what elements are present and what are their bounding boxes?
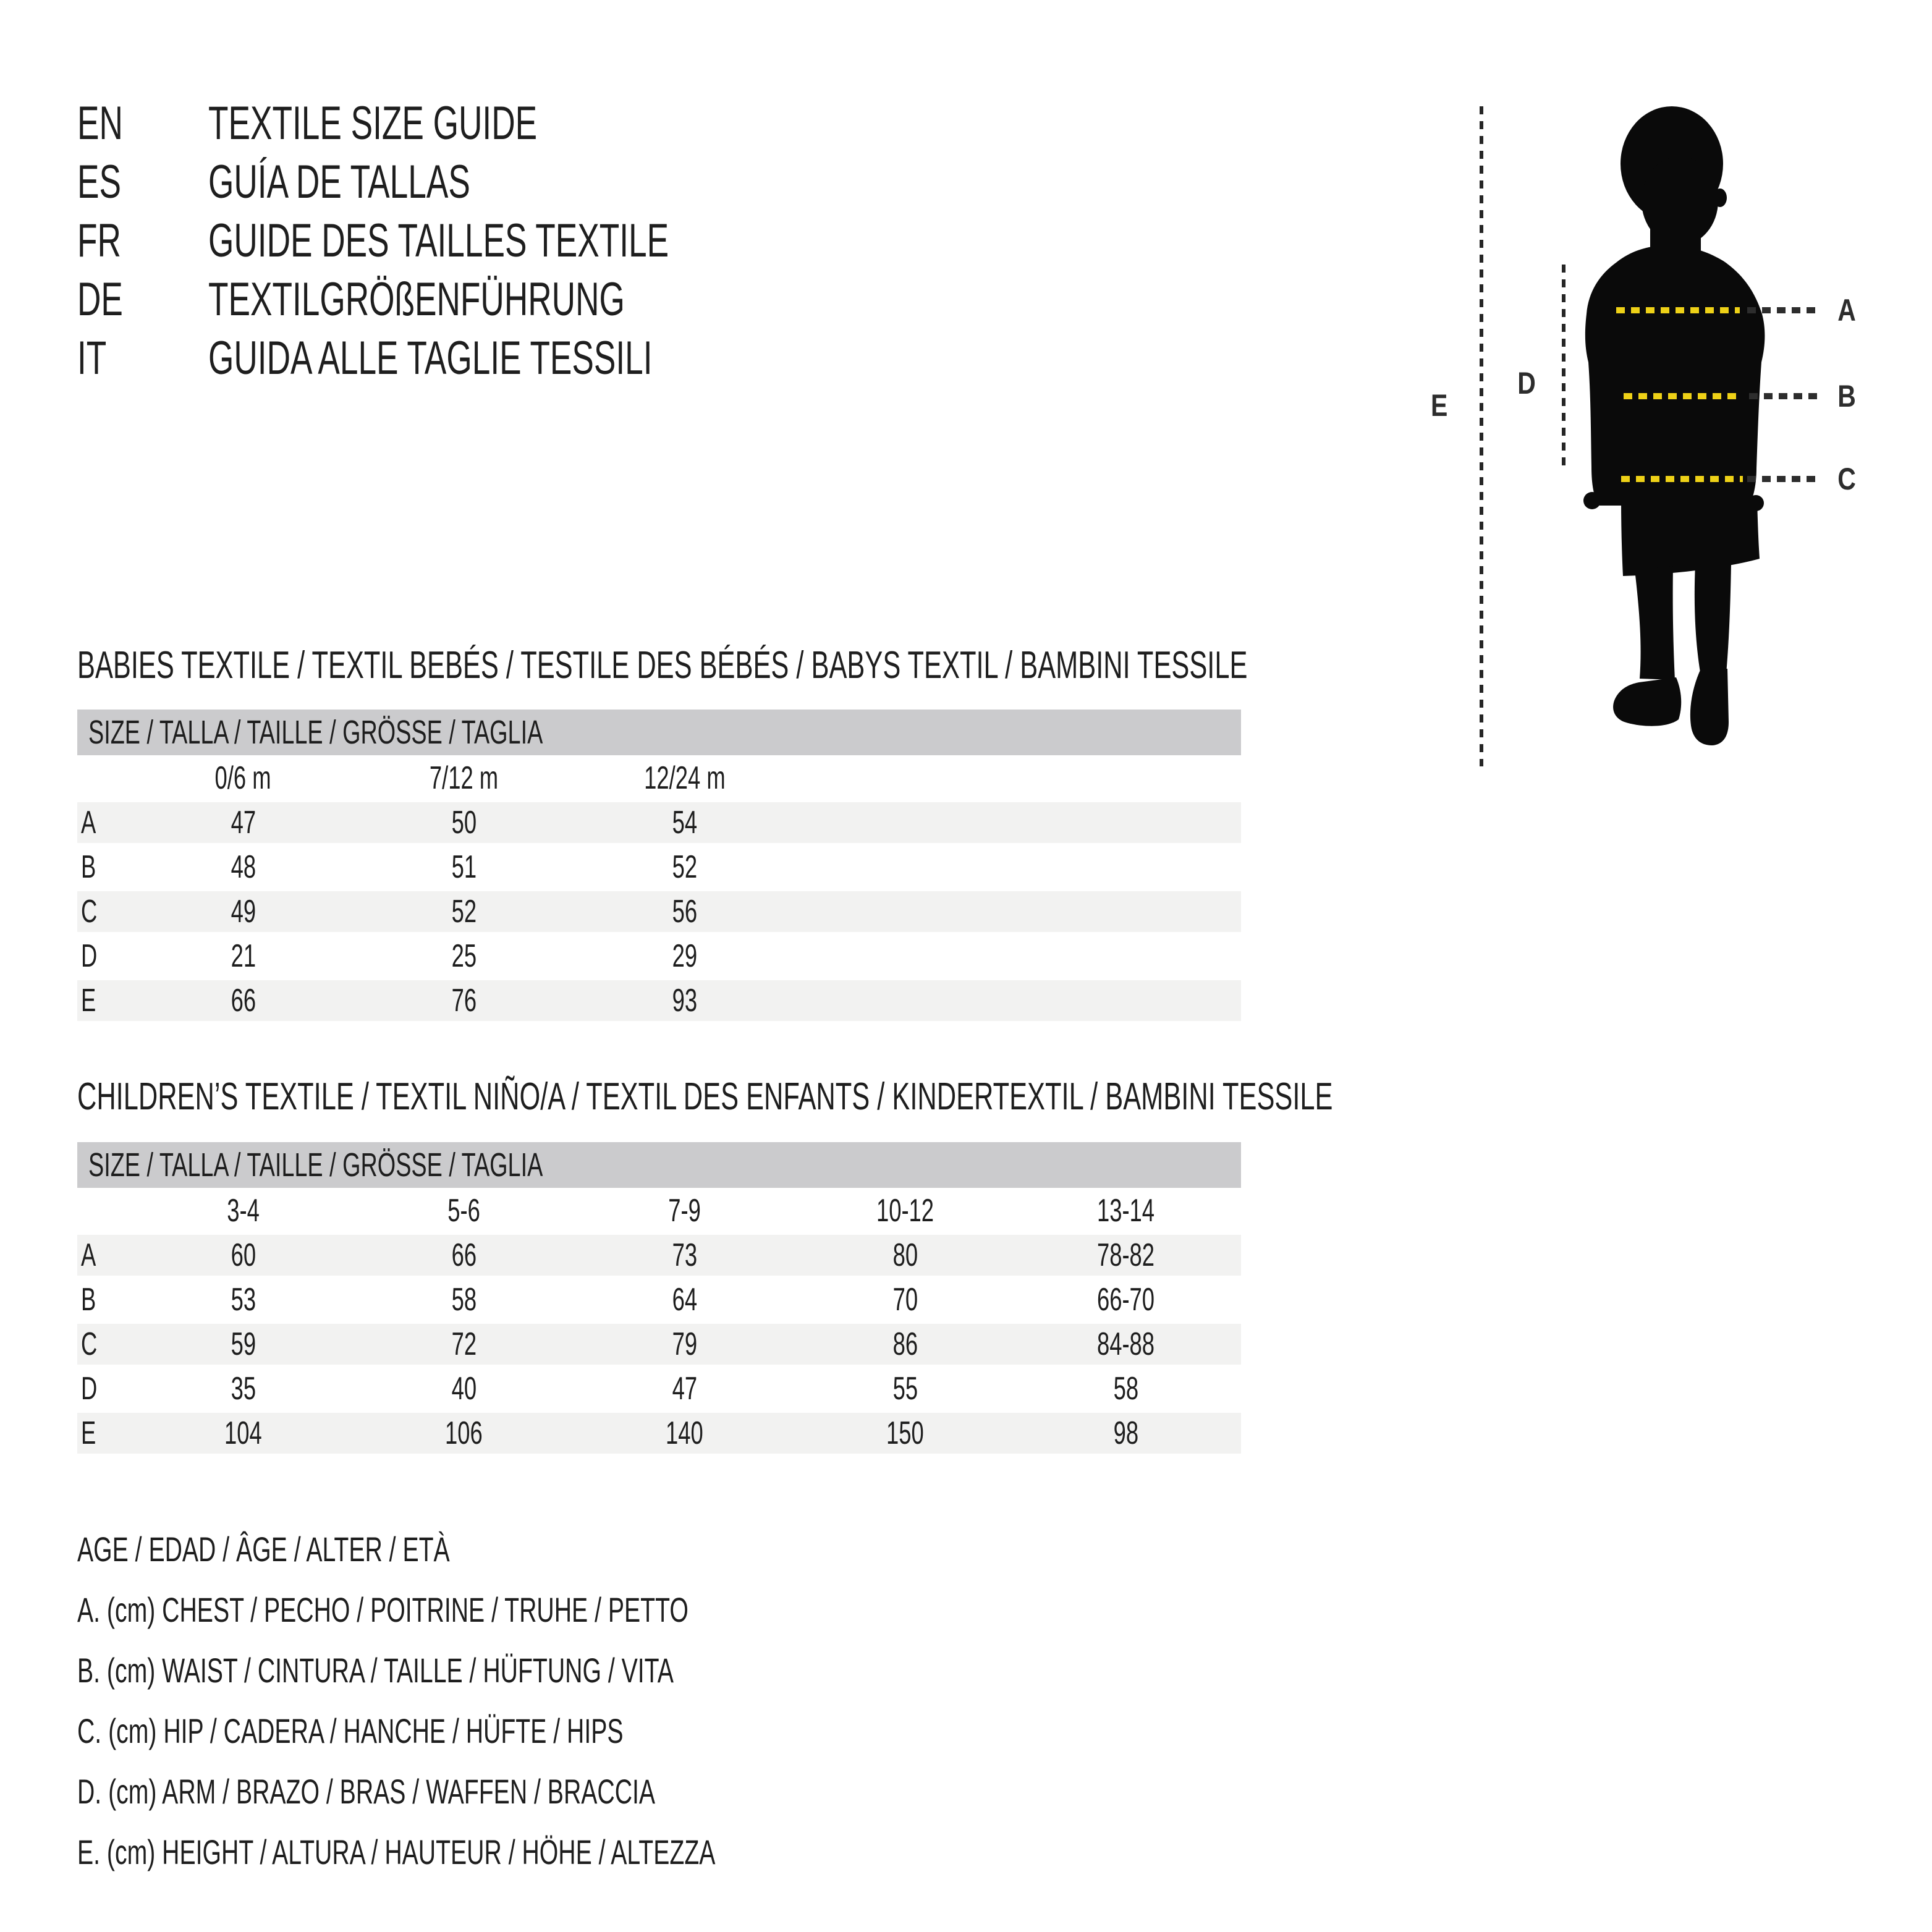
cell-value: 98 [1113, 1415, 1138, 1451]
cell-value: 55 [892, 1371, 918, 1407]
cell-value: 25 [451, 938, 477, 974]
cell-value: 21 [231, 938, 256, 974]
cell-value: 66 [231, 983, 256, 1019]
children-row-B [77, 1279, 1241, 1320]
cell-value: 54 [672, 805, 697, 841]
cell-value: 93 [672, 983, 697, 1019]
legend-age: AGE / EDAD / ÂGE / ALTER / ETÀ [77, 1530, 450, 1569]
cell-value: 73 [672, 1237, 697, 1273]
cell-value: 84-88 [1096, 1326, 1155, 1362]
legend-arm: D. (cm) ARM / BRAZO / BRAS / WAFFEN / BRACCIA [77, 1772, 656, 1811]
header-row-en [77, 94, 866, 153]
figure-label-E: E [1431, 388, 1448, 423]
chest-measure-dash-yellow [1616, 307, 1740, 313]
babies-table-header-bar [77, 710, 1241, 755]
cell-value: 48 [231, 849, 256, 885]
cell-value: 60 [231, 1237, 256, 1273]
babies-table-header-label: SIZE / TALLA / TAILLE / GRÖSSE / TAGLIA [88, 714, 543, 751]
cell-value: 40 [451, 1371, 477, 1407]
cell-value: 35 [231, 1371, 256, 1407]
babies-row-A [77, 802, 1241, 843]
title-en: TEXTILE SIZE GUIDE [208, 97, 538, 150]
legend-waist: B. (cm) WAIST / CINTURA / TAILLE / HÜFTUNG / VITA [77, 1651, 674, 1690]
row-label: E [81, 983, 96, 1019]
children-col-13-14: 13-14 [1096, 1193, 1155, 1229]
babies-column-header-row [77, 758, 1241, 799]
cell-value: 52 [451, 894, 477, 930]
lang-code-en: EN [77, 97, 123, 150]
header-row-de [77, 270, 866, 329]
title-fr: GUIDE DES TAILLES TEXTILE [208, 214, 669, 267]
cell-value: 53 [231, 1282, 256, 1318]
row-label: A [81, 1237, 96, 1273]
babies-row-B [77, 847, 1241, 888]
row-label: A [81, 805, 96, 841]
cell-value: 47 [672, 1371, 697, 1407]
children-column-header-row [77, 1190, 1241, 1231]
lang-code-fr: FR [77, 214, 121, 267]
cell-value: 66 [451, 1237, 477, 1273]
children-row-E [77, 1413, 1241, 1454]
cell-value: 52 [672, 849, 697, 885]
row-label: D [81, 938, 98, 974]
cell-value: 58 [451, 1282, 477, 1318]
cell-value: 50 [451, 805, 477, 841]
waist-measure-dash-yellow [1624, 393, 1739, 399]
cell-value: 150 [886, 1415, 924, 1451]
legend-height: E. (cm) HEIGHT / ALTURA / HAUTEUR / HÖHE / ALTEZZA [77, 1832, 716, 1871]
header-row-it [77, 329, 866, 388]
children-col-5-6: 5-6 [447, 1193, 480, 1229]
cell-value: 51 [451, 849, 477, 885]
cell-value: 56 [672, 894, 697, 930]
children-row-D [77, 1368, 1241, 1409]
cell-value: 66-70 [1096, 1282, 1155, 1318]
cell-value: 70 [892, 1282, 918, 1318]
children-table-header-bar [77, 1142, 1241, 1188]
babies-row-D [77, 936, 1241, 977]
header-row-es [77, 153, 866, 211]
row-label: D [81, 1371, 98, 1407]
cell-value: 78-82 [1096, 1237, 1155, 1273]
cell-value: 140 [666, 1415, 703, 1451]
children-col-7-9: 7-9 [668, 1193, 701, 1229]
chest-measure-dash-dark [1747, 307, 1821, 313]
cell-value: 106 [445, 1415, 483, 1451]
babies-col-12-24m: 12/24 m [643, 760, 726, 796]
cell-value: 79 [672, 1326, 697, 1362]
title-it: GUIDA ALLE TAGLIE TESSILI [208, 332, 653, 384]
waist-measure-dash-dark [1749, 393, 1821, 399]
figure-label-C: C [1837, 462, 1856, 496]
figure-label-B: B [1837, 379, 1856, 413]
lang-code-es: ES [77, 156, 121, 208]
babies-section-title: BABIES TEXTILE / TEXTIL BEBÉS / TESTILE DES BÉBÉS / BABYS TEXTIL / BAMBINI TESSILE [77, 644, 1248, 687]
cell-value: 76 [451, 983, 477, 1019]
children-col-10-12: 10-12 [876, 1193, 934, 1229]
children-row-A [77, 1235, 1241, 1276]
cell-value: 47 [231, 805, 256, 841]
children-section-title: CHILDREN’S TEXTILE / TEXTIL NIÑO/A / TEXTIL DES ENFANTS / KINDERTEXTIL / BAMBINI TESSILE [77, 1075, 1333, 1118]
children-row-C [77, 1324, 1241, 1365]
cell-value: 104 [224, 1415, 262, 1451]
cell-value: 58 [1113, 1371, 1138, 1407]
header-row-fr [77, 211, 866, 270]
measurement-legend [77, 1519, 989, 1883]
row-label: B [81, 849, 96, 885]
cell-value: 72 [451, 1326, 477, 1362]
lang-code-de: DE [77, 273, 123, 326]
arm-measure-line-D [1562, 265, 1566, 470]
lang-code-it: IT [77, 332, 107, 384]
cell-value: 64 [672, 1282, 697, 1318]
hip-measure-dash-yellow [1621, 476, 1743, 482]
cell-value: 59 [231, 1326, 256, 1362]
figure-label-A: A [1837, 293, 1856, 328]
figure-label-D: D [1517, 366, 1536, 400]
language-header [77, 94, 866, 388]
legend-hip: C. (cm) HIP / CADERA / HANCHE / HÜFTE / HIPS [77, 1711, 624, 1750]
row-label: C [81, 1326, 98, 1362]
cell-value: 49 [231, 894, 256, 930]
title-es: GUÍA DE TALLAS [208, 156, 470, 208]
children-table-header-label: SIZE / TALLA / TAILLE / GRÖSSE / TAGLIA [88, 1146, 543, 1184]
row-label: B [81, 1282, 96, 1318]
babies-col-0-6m: 0/6 m [214, 760, 272, 796]
babies-col-7-12m: 7/12 m [429, 760, 499, 796]
hip-measure-dash-dark [1747, 476, 1821, 482]
row-label: E [81, 1415, 96, 1451]
cell-value: 29 [672, 938, 697, 974]
cell-value: 80 [892, 1237, 918, 1273]
babies-row-E [77, 980, 1241, 1021]
child-silhouette-graphic [1570, 105, 1842, 748]
cell-value: 86 [892, 1326, 918, 1362]
children-col-3-4: 3-4 [227, 1193, 260, 1229]
row-label: C [81, 894, 98, 930]
legend-chest: A. (cm) CHEST / PECHO / POITRINE / TRUHE / PETTO [77, 1590, 688, 1629]
babies-row-C [77, 891, 1241, 932]
title-de: TEXTILGRÖßENFÜHRUNG [208, 273, 625, 326]
